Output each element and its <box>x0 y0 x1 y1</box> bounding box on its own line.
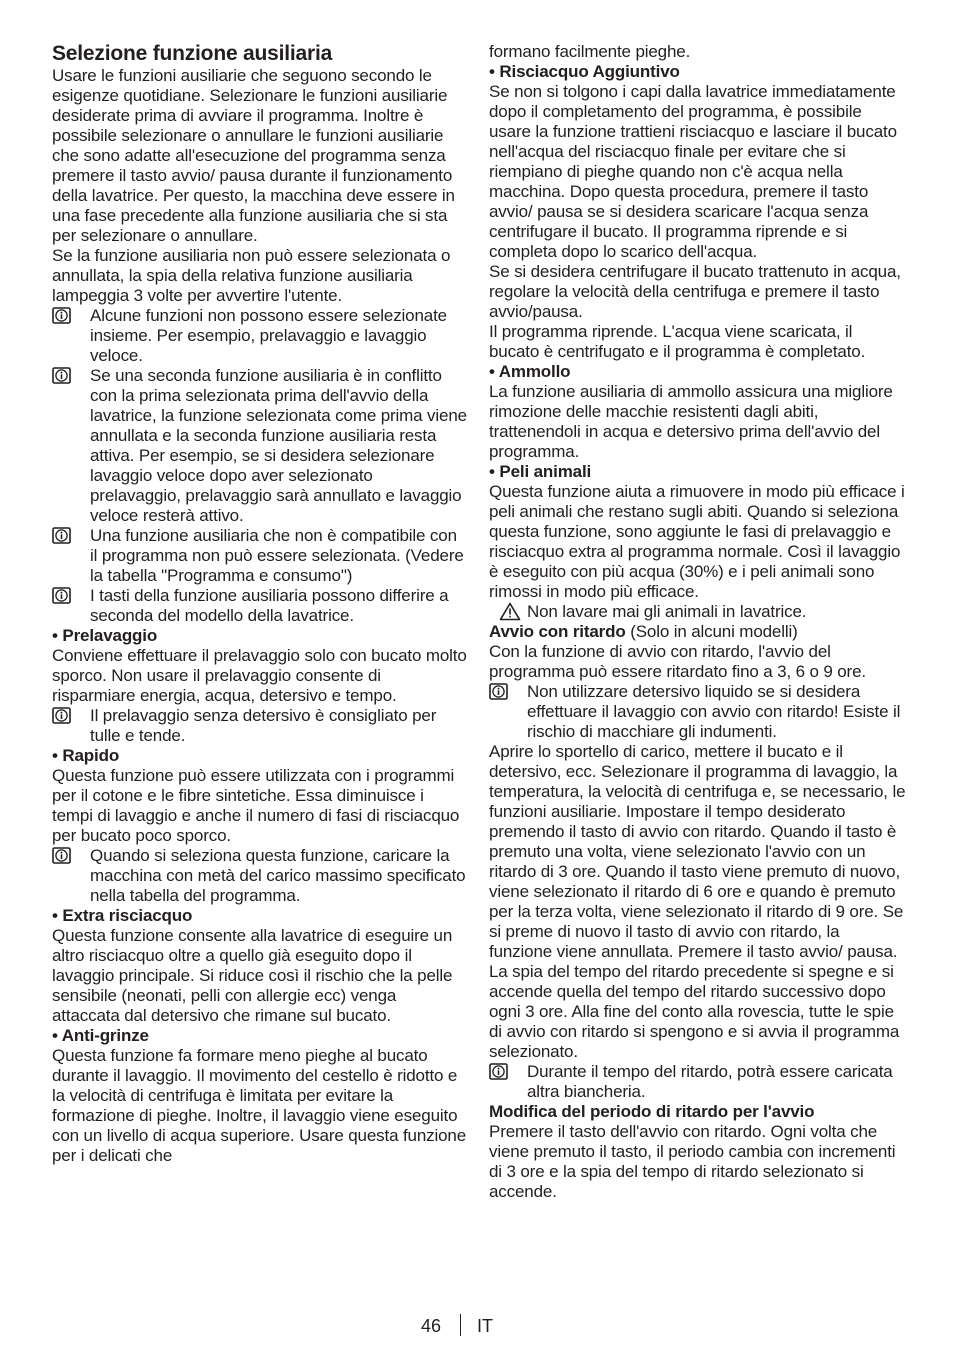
continuation-text: formano facilmente pieghe. <box>489 42 691 61</box>
warning-note-text: Non lavare mai gli animali in lavatrice. <box>527 602 807 621</box>
info-note <box>52 846 468 906</box>
extra-risciacquo-title: • Extra risciacquo <box>52 906 193 925</box>
rapido-title: • Rapido <box>52 746 120 765</box>
info-note-text: Non utilizzare detersivo liquido se si desidera effettuare il lavaggio con avvio con ritardo! Esiste il rischio di macchiare gli indumenti. <box>527 682 901 741</box>
avvio-con-ritardo-title: Avvio con ritardo <box>489 622 626 641</box>
info-icon <box>52 367 71 384</box>
info-note-text: Il prelavaggio senza detersivo è consigliato per tulle e tende. <box>90 706 437 745</box>
avvio-con-ritardo-subtitle: (Solo in alcuni modelli) <box>625 622 798 641</box>
info-note <box>52 306 468 366</box>
prelavaggio-title: • Prelavaggio <box>52 626 158 645</box>
avvio-con-ritardo-text: Con la funzione di avvio con ritardo, l'avvio del programma può essere ritardato fino a 3, 6 o 9 ore. <box>489 642 866 681</box>
info-icon <box>52 587 71 604</box>
info-note <box>52 526 468 586</box>
info-note-text: Quando si seleziona questa funzione, caricare la macchina con metà del carico massimo specificato nella tabella del programma. <box>90 846 466 905</box>
left-column <box>52 42 468 1166</box>
info-note <box>52 366 468 526</box>
ammollo-text: La funzione ausiliaria di ammollo assicura una migliore rimozione delle macchie resistenti dagli abiti, trattenendoli in acqua e detersivo prima dell'avvio del programma. <box>489 382 893 461</box>
modifica-ritardo-text: Premere il tasto dell'avvio con ritardo. Ogni volta che viene premuto il tasto, il periodo cambia con incrementi di 3 ore e la spia del tempo di ritardo selezionato si accende. <box>489 1122 896 1201</box>
info-note-text: Durante il tempo del ritardo, potrà essere caricata altra biancheria. <box>527 1062 893 1101</box>
warning-note <box>489 602 907 622</box>
language-code: IT <box>477 1316 493 1336</box>
info-note <box>52 586 468 626</box>
info-note-text: I tasti della funzione ausiliaria possono differire a seconda del modello della lavatrice. <box>90 586 449 625</box>
info-note <box>489 1062 907 1102</box>
intro-paragraph: Usare le funzioni ausiliarie che seguono secondo le esigenze quotidiane. Selezionare le funzioni ausiliarie desiderate prima di avviare il programma. Inoltre è possibile selezionare o annullare le funzioni ausiliarie che sono adatte all'esecuzione del programma senza premere il tasto avvio/ pausa durante il funzionamento della lavatrice. Per questo, la macchina deve essere in una fase precedente alla funzione ausiliaria che si sta per selezionare o annullare. <box>52 66 455 245</box>
info-note <box>52 706 468 746</box>
avvio-con-ritardo-header <box>489 622 907 642</box>
page-number: 46 <box>421 1316 442 1336</box>
avvio-con-ritardo-text-2: Aprire lo sportello di carico, mettere il bucato e il detersivo, ecc. Selezionare il programma di lavaggio, la temperatura, la velocità di centrifuga e, se necessario, le funzioni ausiliarie. Impostare il tempo desiderato premendo il tasto di avvio con ritardo. Quando il tasto è premuto una volta, viene selezionato l'avvio con un ritardo di 3 ore. Quando il tasto viene premuto di nuovo, viene selezionato il ritardo di 6 ore e quando è premuto per la terza volta, viene selezionato il ritardo di 9 ore. Se si preme di nuovo il tasto di avvio con ritardo, la funzione viene annullata. Premere il tasto avvio/ pausa. La spia del tempo del ritardo precedente si spegne e si accende quella del tempo del ritardo successivo dopo ogni 3 ore. Alla fine del conto alla rovescia, tutte le spie di avvio con ritardo si spengono e si avvia il programma selezionato. <box>489 742 906 1061</box>
info-icon <box>52 707 71 724</box>
anti-grinze-text: Questa funzione fa formare meno pieghe al bucato durante il lavaggio. Il movimento del cestello è ridotto e la velocità di centrifuga è limitata per evitare la formazione di pieghe. Inoltre, il lavaggio viene eseguito con un livello di acqua superiore. Usare questa funzione per i delicati che <box>52 1046 467 1165</box>
peli-animali-title: • Peli animali <box>489 462 592 481</box>
footer-divider <box>460 1314 461 1336</box>
risciacquo-aggiuntivo-text-3: Il programma riprende. L'acqua viene scaricata, il bucato è centrifugato e il programma è completato. <box>489 322 866 361</box>
risciacquo-aggiuntivo-text: Se non si tolgono i capi dalla lavatrice immediatamente dopo il completamento del programma, è possibile usare la funzione trattieni risciacquo e lasciare il bucato nell'acqua del risciacquo finale per evitare che si riempiano di pieghe quando non c'è acqua nella macchina. Dopo questa procedura, premere il tasto avvio/ pausa se si desidera scaricare l'acqua senza centrifugare il bucato. Il programma riprende e si completa dopo lo scarico dell'acqua. <box>489 82 897 261</box>
info-note-text: Alcune funzioni non possono essere selezionate insieme. Per esempio, prelavaggio e lavaggio veloce. <box>90 306 447 365</box>
risciacquo-aggiuntivo-text-2: Se si desidera centrifugare il bucato trattenuto in acqua, regolare la velocità della centrifuga e premere il tasto avvio/pausa. <box>489 262 901 321</box>
info-icon <box>52 847 71 864</box>
anti-grinze-title: • Anti-grinze <box>52 1026 149 1045</box>
warning-triangle-icon <box>499 602 521 621</box>
ammollo-title: • Ammollo <box>489 362 571 381</box>
info-icon <box>489 683 508 700</box>
right-column <box>489 42 907 1202</box>
info-icon <box>52 527 71 544</box>
rapido-text: Questa funzione può essere utilizzata con i programmi per il cotone e le fibre sintetiche. Essa diminuisce i tempi di lavaggio e anche il numero di fasi di risciacquo per bucato poco sporco. <box>52 766 460 845</box>
info-note-text: Una funzione ausiliaria che non è compatibile con il programma non può essere selezionata. (Vedere la tabella "Programma e consumo") <box>90 526 464 585</box>
peli-animali-text: Questa funzione aiuta a rimuovere in modo più efficace i peli animali che restano sugli abiti. Quando si seleziona questa funzione, sono aggiunte le fasi di prelavaggio e risciacquo extra al programma normale. Così il lavaggio è eseguito con più acqua (30%) e i peli animali sono rimossi in modo più efficace. <box>489 482 905 601</box>
info-icon <box>52 307 71 324</box>
info-icon <box>489 1063 508 1080</box>
risciacquo-aggiuntivo-title: • Risciacquo Aggiuntivo <box>489 62 680 81</box>
prelavaggio-text: Conviene effettuare il prelavaggio solo con bucato molto sporco. Non usare il prelavaggio consente di risparmiare energia, acqua, detersivo e tempo. <box>52 646 467 705</box>
info-note-text: Se una seconda funzione ausiliaria è in conflitto con la prima selezionata prima dell'avvio della lavatrice, la funzione selezionata come prima viene annullata e la seconda funzione ausiliaria resta attiva. Per esempio, se si desidera selezionare lavaggio veloce dopo aver selezionato prelavaggio, prelavaggio sarà annullato e lavaggio veloce resterà attivo. <box>90 366 467 525</box>
info-note <box>489 682 907 742</box>
section-heading: Selezione funzione ausiliaria <box>52 42 333 65</box>
intro-paragraph-2: Se la funzione ausiliaria non può essere selezionata o annullata, la spia della relativa funzione ausiliaria lampeggia 3 volte per avvertire l'utente. <box>52 246 451 305</box>
extra-risciacquo-text: Questa funzione consente alla lavatrice di eseguire un altro risciacquo oltre a quello già eseguito dopo il lavaggio principale. Si riduce così il rischio che la pelle sensibile (neonati, pelli con allergie ecc) venga attaccata dal detersivo che rimane sul bucato. <box>52 926 453 1025</box>
page-footer <box>0 1314 954 1338</box>
modifica-ritardo-title: Modifica del periodo di ritardo per l'avvio <box>489 1102 815 1121</box>
